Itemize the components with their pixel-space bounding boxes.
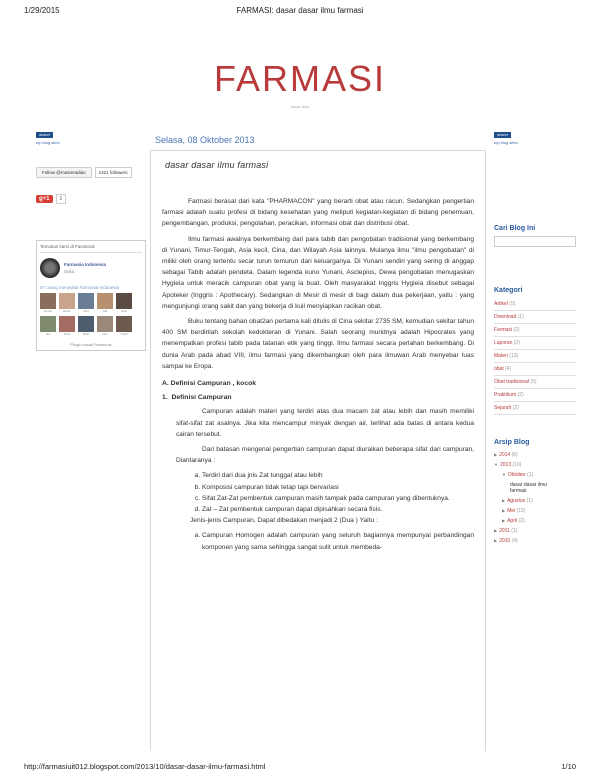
search-input[interactable] [494,236,576,247]
label-item [494,402,576,415]
labels-list [494,298,576,415]
facebook-widget [36,240,146,351]
twitter-follower-count[interactable]: 1321 followers [95,167,132,178]
archive-item [494,506,576,516]
archive-link[interactable]: April [507,518,518,524]
facebook-fan-avatar[interactable] [40,316,56,332]
facebook-fan-name[interactable]: Ika [45,332,50,336]
facebook-fan-name[interactable]: Siti [102,309,108,313]
facebook-fan-avatar[interactable] [78,316,94,332]
collapsed-triangle-icon[interactable]: ▶ [502,498,506,503]
archive-item [494,470,576,480]
archive-item [494,516,576,526]
archive-link[interactable]: 2010 [499,538,511,544]
facebook-fan-avatar[interactable] [116,316,132,332]
twitter-follow [36,167,146,178]
label-item [494,324,576,337]
archive-widget-title: Arsip Blog [494,439,530,446]
facebook-page-name[interactable]: Farmasia Indonesia [64,262,107,267]
post-paragraph: Farmasi berasal dari kata "PHARMACON" yang berarti obat atau racun. Sedangkan pengertian farmasi adalah suatu profesi di bidang kesehatan yang meliputi kegiatan-kegiatan di bidang penemuan, pengembangan, produksi, pengolahan, peracikan, informasi obat dan distribusi obat. [162,198,474,228]
print-date: 1/29/2015 [24,6,60,15]
facebook-fan-name[interactable]: Yusuf [120,332,128,336]
blog-title[interactable]: FARMASI [213,58,387,99]
post-paragraph: Buku tentang bahan obat2an pertama kali ditulis di Cina sekitar 2735 SM, kemudian sekitar tahun 400 SM berdirilah sekolah kedokteran di Yunani. Salah seorang muridnya adalah Hipocrates yang menempatkan profesi tabib pada tatanan etik yang tinggi. Ilmu farmasi secara perlahan berkembang. Di dunia Arab pada abad VIII, ilmu farmasi yang dikembangkan oleh para ilmuwan Arab menyebar luas sampai ke Eropa. [162,318,474,370]
post-paragraph: Jenis-jenis Campuran, Dapat dibedakan menjadi 2 (Dua ) Yaitu : [190,517,378,525]
print-page-number: 1/10 [561,762,576,771]
label-count: (2) [512,405,519,411]
label-item [494,311,576,324]
post-paragraph: Ilmu farmasi awalnya berkembang dari para tabib dan pengobatan tradisional yang berkembang di Yunani, Timur-Tengah, Asia kecil, Cina, dan Wilayah Asia lainnya. Mulanya ilmu "ilmu pengobatan" di miliki oleh orang tertentu secar turun temurun dari keluarganya. Di Yunani sendiri yang sering di anggap sebagai Tabib adalah pendeta. Dalam legenda kuno Yunani, Asclepius, Dewa pengobatan menugaskan Hygieia untuk meracik campuran obat yang ia buat. Oleh masyarakat Inggris Hygieia disebut sebagai Apoteker (Inggris : Apothecary). Sedangkan di Mesir di mesir di bagi dalam dua pekerjaan, yaitu : yang mengunjungi orang sakit dan yang bekerja di kuil menyiapkan racikan obat. [162,235,474,310]
facebook-fan-name[interactable]: Rina [63,332,71,336]
archive-count: (1) [526,498,533,504]
facebook-page-logo[interactable] [40,258,60,278]
label-link[interactable]: Laporan [494,340,513,346]
observer-badge[interactable]: obsrvr [494,132,511,138]
facebook-plugin-label[interactable]: Plugin sosial Facebook [70,342,112,347]
right-sidebar [494,132,576,546]
gplus-button[interactable]: g+1 [36,195,53,203]
list-item: b. Komposisi campuran tidak tetap tapi bervariasi [202,482,474,493]
facebook-fan-name[interactable]: Nur [102,332,108,336]
facebook-like-count: 87 orang menyukai Farmasia Indonesia [40,285,120,290]
collapsed-triangle-icon[interactable]: ▶ [502,508,506,513]
label-item [494,376,576,389]
post-paragraph: Campuran adalah materi yang terdiri atas dua macam zat atau lebih dan masih memiliki sifat-sifat zat asalnya. Jika kita mencampur minyak dengan air, terlihat ada batas di antara kedua cairan tersebut. [176,408,474,438]
label-link[interactable]: Artikel [494,301,508,307]
labels-widget-title: Kategori [494,287,523,294]
facebook-fan-avatar[interactable] [59,293,75,309]
post-title[interactable]: dasar dasar ilmu farmasi [165,160,269,170]
print-url: http://farmasiuit012.blogspot.com/2013/10/dasar-dasar-ilmu-farmasi.html [24,762,266,771]
print-title: FARMASI: dasar dasar ilmu farmasi [236,6,364,15]
facebook-fan[interactable] [97,293,113,313]
facebook-fan-avatar[interactable] [97,293,113,309]
facebook-fan[interactable] [59,293,75,313]
sifat-list [162,470,474,515]
list-item: d. Zat – Zat pembentuk campuran dapat dipisahkan secara fisis. [202,504,474,515]
list-item: a. Campuran Homogen adalah campuran yang seluruh bagiannya mempunyai perbandingan komponen yang sama sehingga sangat sulit untuk membeda- [202,530,474,552]
facebook-fan-name[interactable]: Budi [82,332,89,336]
label-count: (2) [513,327,520,333]
left-sidebar [36,132,146,351]
label-item [494,298,576,311]
label-count: (13) [509,353,519,359]
gplus-widget [36,194,146,204]
label-count: (5) [530,379,537,385]
facebook-fan-avatar[interactable] [59,316,75,332]
post-paragraph: Dari batasan mengenai pengertian campuran dapat diuraikan beberapa sifat dari campuran, Diantaranya : [176,446,474,465]
blog-description: dasar ilmu [290,104,310,109]
facebook-page [40,258,142,278]
archive-item [494,526,576,536]
label-link[interactable]: Praktikum [494,392,517,398]
collapsed-triangle-icon[interactable]: ▶ [494,452,498,457]
archive-count: (2) [518,518,525,524]
archive-item [494,460,576,470]
archive-item [494,496,576,506]
archive-count: (4) [511,538,518,544]
expanded-triangle-icon[interactable]: ▼ [494,462,498,467]
facebook-fan-avatar[interactable] [40,293,56,309]
facebook-fan[interactable] [97,316,113,336]
expanded-triangle-icon[interactable]: ▼ [502,472,506,477]
subsection-number: 1. [162,394,168,402]
archive-count: (15) [516,508,526,514]
label-link[interactable]: Sejarah [494,405,512,411]
post-date: Selasa, 08 Oktober 2013 [155,135,255,145]
facebook-fan-name[interactable]: Andi [120,309,127,313]
label-count: (2) [517,392,524,398]
facebook-widget-header[interactable]: Temukan kami di Facebook [40,244,142,253]
facebook-like-button[interactable]: Suka [64,269,75,274]
label-link[interactable]: Materi [494,353,508,359]
archive-item [494,480,576,496]
facebook-fan[interactable] [116,293,132,313]
jenis-list [162,530,474,552]
archive-link[interactable]: dasar dasar ilmu farmasi [510,482,547,494]
archive-link[interactable]: Agustus [507,498,526,504]
observer-badge-link[interactable]: top blog sites [36,140,60,145]
gplus-count: 1 [56,194,67,204]
section-heading: A. Definisi Campuran , kocok [162,380,257,388]
observer-badge-link[interactable]: top blog sites [494,140,518,145]
label-item [494,363,576,376]
facebook-fan[interactable] [116,316,132,336]
list-item: c. Sifat Zat-Zat pembentuk campuran masih tampak pada campuran yang dibentuknya. [202,493,474,504]
facebook-faces [40,293,142,336]
archive-list [494,450,576,546]
archive-count: (6) [511,452,518,458]
facebook-fan[interactable] [40,293,56,313]
subsection-heading [162,392,474,403]
facebook-fan-avatar[interactable] [116,293,132,309]
archive-link[interactable]: Mei [507,508,516,514]
label-link[interactable]: Farmasi [494,327,513,333]
label-count: (2) [513,340,520,346]
observer-badge[interactable]: obsrvr [36,132,53,138]
list-item: a. Terdiri dari dua jnis Zat tunggal atau lebih [202,470,474,481]
label-link[interactable]: obat [494,366,504,372]
label-item [494,389,576,402]
archive-item [494,536,576,546]
facebook-fan[interactable] [78,293,94,313]
facebook-fan-name[interactable]: Retno [62,309,71,313]
facebook-fan-name[interactable]: Dwi [83,309,89,313]
archive-link[interactable]: 2013 [499,462,512,468]
archive-link[interactable]: 2011 [499,528,510,534]
label-link[interactable]: Download [494,314,517,320]
collapsed-triangle-icon[interactable]: ▶ [502,518,506,523]
archive-item [494,450,576,460]
archive-count: (19) [512,462,522,468]
label-item [494,350,576,363]
archive-count: (1) [527,472,534,478]
post-body [162,196,474,553]
label-count: (5) [509,301,516,307]
facebook-fan[interactable] [78,316,94,336]
facebook-fan[interactable] [40,316,56,336]
archive-link[interactable]: Oktober [507,472,526,478]
archive-link[interactable]: 2014 [499,452,511,458]
label-item [494,337,576,350]
search-widget-title: Cari Blog Ini [494,225,536,232]
facebook-fan-avatar[interactable] [78,293,94,309]
collapsed-triangle-icon[interactable]: ▶ [494,528,498,533]
subsection-title: Definisi Campuran [171,394,232,402]
label-count: (1) [517,314,524,320]
archive-count: (1) [511,528,518,534]
facebook-fan[interactable] [59,316,75,336]
twitter-follow-button[interactable]: Follow @masteradian [36,167,92,178]
label-count: (4) [505,366,512,372]
collapsed-triangle-icon[interactable]: ▶ [494,538,498,543]
facebook-fan-name[interactable]: Teguh [43,309,53,313]
label-link[interactable]: Obat tradisional [494,379,530,385]
facebook-fan-avatar[interactable] [97,316,113,332]
